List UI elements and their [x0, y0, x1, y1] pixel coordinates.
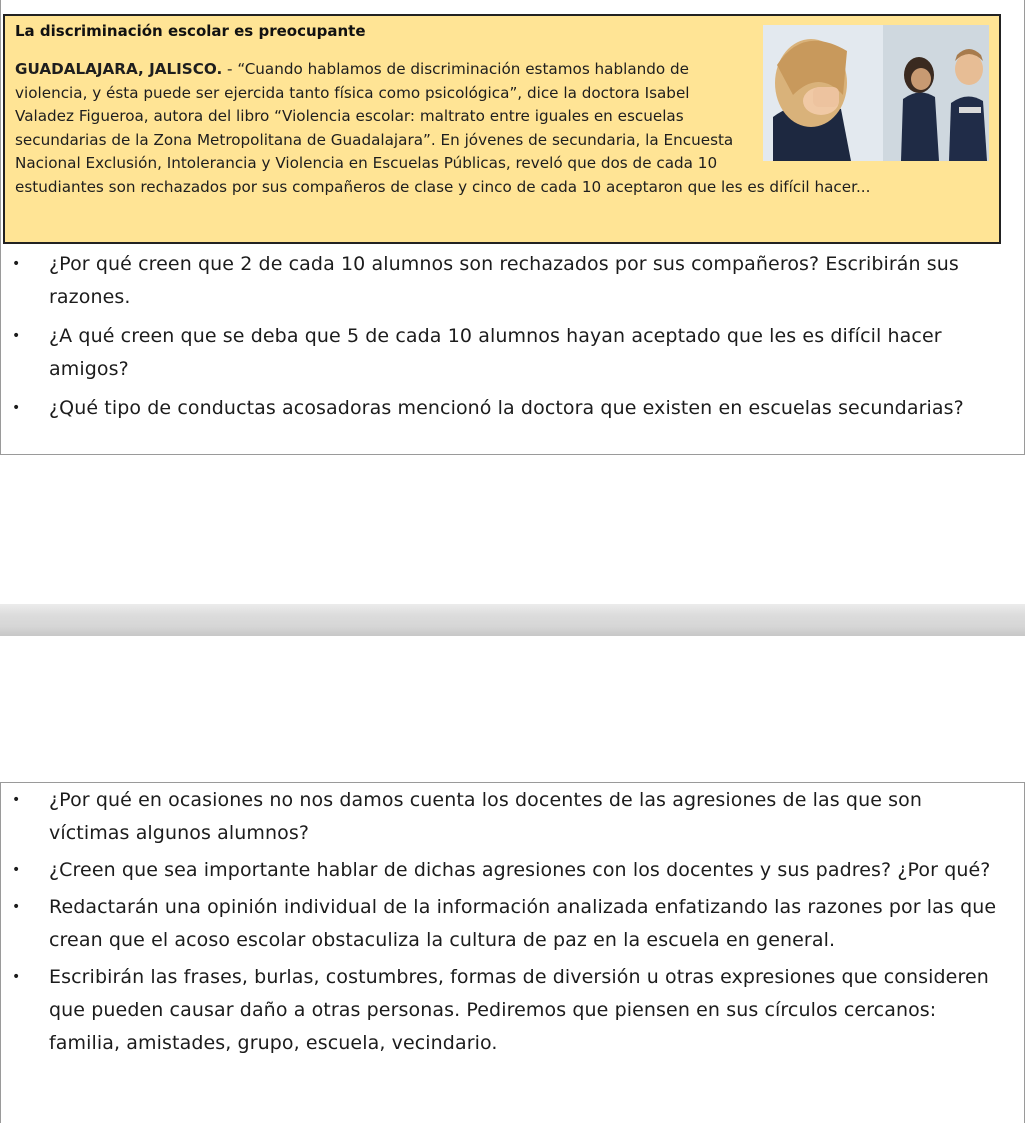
dateline-separator: -: [222, 60, 238, 78]
activity-list: [0, 784, 1000, 1064]
bullet-icon: •: [12, 899, 21, 915]
question-text: ¿A qué creen que se deba que 5 de cada 10 alumnos hayan aceptado que les es difícil hacer amigos?: [49, 325, 942, 380]
question-text: ¿Creen que sea importante hablar de dichas agresiones con los docentes y sus padres? ¿Por qué?: [49, 859, 991, 881]
photo-illustration: [763, 25, 989, 161]
article-text: “Cuando hablamos de discriminación estamos hablando de violencia, y ésta puede ser ejercida tanto física como psicológica”, dice la doctora Isabel Valadez Figueroa, autora del libro “Violencia escolar: maltrato entre iguales en escuelas secundarias de la Zona Metropolitana de Guadalajara”. En jóvenes de secundaria, la Encuesta Nacional Exclusión, Intolerancia y Violencia en Escuelas Públicas, reveló que dos de cada 10 estudiantes son rechazados por sus compañeros de clase y cinco de cada 10 aceptaron que les es difícil hacer...: [15, 60, 871, 196]
list-item: [0, 248, 1000, 314]
bullet-icon: •: [12, 328, 21, 344]
question-text: ¿Por qué en ocasiones no nos damos cuenta los docentes de las agresiones de las que son víctimas algunos alumnos?: [49, 789, 923, 844]
bullet-icon: •: [12, 969, 21, 985]
question-text: ¿Por qué creen que 2 de cada 10 alumnos son rechazados por sus compañeros? Escribirán sus razones.: [49, 253, 959, 308]
bullet-icon: •: [12, 792, 21, 808]
bullet-icon: •: [12, 256, 21, 272]
discussion-questions-list: [0, 248, 1000, 431]
list-item: [0, 392, 1000, 425]
page-separator: [0, 604, 1025, 636]
bullet-icon: •: [12, 400, 21, 416]
activity-text: Escribirán las frases, burlas, costumbres, formas de diversión u otras expresiones que consideren que pueden causar daño a otras personas. Pediremos que piensen en sus círculos cercanos: familia, amistades, grupo, escuela, vecindario.: [49, 966, 989, 1054]
list-item: [0, 891, 1000, 957]
activity-text: Redactarán una opinión individual de la información analizada enfatizando las razones por las que crean que el acoso escolar obstaculiza la cultura de paz en la escuela en general.: [49, 896, 997, 951]
news-article-box: [3, 14, 1001, 244]
article-dateline: GUADALAJARA, JALISCO.: [15, 60, 223, 78]
list-item: [0, 320, 1000, 386]
question-text: ¿Qué tipo de conductas acosadoras mencionó la doctora que existen en escuelas secundarias?: [49, 397, 964, 419]
schoolchildren-photo: [763, 25, 989, 161]
article-title: La discriminación escolar es preocupante: [15, 22, 366, 40]
list-item: [0, 961, 1000, 1060]
article-body: [15, 58, 989, 199]
bullet-icon: •: [12, 862, 21, 878]
list-item: [0, 784, 1000, 850]
list-item: [0, 854, 1000, 887]
